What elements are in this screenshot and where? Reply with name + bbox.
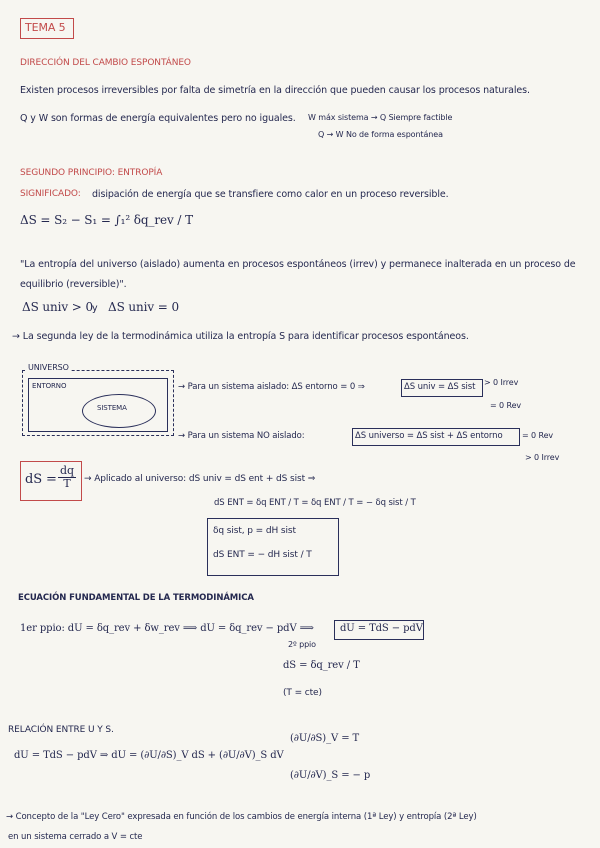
noaislado-irrev: > 0 Irrev	[525, 453, 560, 462]
paragraph-q-w: Q y W son formas de energía equivalentes pero no iguales.	[20, 113, 296, 124]
partial-u-v: (∂U/∂V)_S = − p	[290, 770, 371, 781]
first-law-eq: 1er ppio: dU = δq_rev + δw_rev ⟹ dU = δq_rev − pdV ⟹	[20, 623, 314, 634]
dh-box-line2: dS ENT = − dH sist / T	[213, 550, 312, 560]
equation-delta-s: ΔS = S₂ − S₁ = ∫₁² δq_rev / T	[20, 213, 193, 227]
quote-entropia: "La entropía del universo (aislado) aumenta en procesos espontáneos (irrev) y permanece inalterada en un proceso de equilibrio (reversible)".	[20, 259, 576, 290]
dh-box-line1: δq sist, p = dH sist	[213, 526, 296, 536]
ineq-y: y	[92, 303, 98, 314]
ds-denominator: T	[63, 477, 71, 491]
noaislado-rev: = 0 Rev	[522, 431, 554, 440]
section-title-ecuacion: ECUACIÓN FUNDAMENTAL DE LA TERMODINÁMICA	[18, 593, 254, 603]
note-q-to-w: Q → W No de forma espontánea	[318, 130, 443, 139]
significado-text: disipación de energía que se transfiere como calor en un proceso reversible.	[92, 189, 449, 200]
ds-fraction	[58, 465, 76, 490]
aislado-box-text: ΔS univ = ΔS sist	[404, 382, 476, 392]
second-ppio: 2º ppio	[288, 640, 316, 649]
ds-entorno-eq: dS ENT = δq ENT / T = δq ENT / T = − δq sist / T	[214, 498, 416, 508]
aplicado-universo: → Aplicado al universo: dS univ = dS ent + dS sist ⇒	[84, 474, 316, 484]
note-w-to-q: W máx sistema → Q Siempre factible	[308, 113, 453, 122]
relacion-eq: dU = TdS − pdV ⇒ dU = (∂U/∂S)_V dS + (∂U/∂V)_S dV	[14, 750, 284, 761]
section-title-direccion: DIRECCIÓN DEL CAMBIO ESPONTÁNEO	[20, 58, 191, 68]
entorno-label: ENTORNO	[32, 382, 67, 390]
significado-label: SIGNIFICADO:	[20, 189, 81, 199]
universo-label: UNIVERSO	[28, 363, 69, 372]
footer-line1: → Concepto de la "Ley Cero" expresada en función de los cambios de energía interna (1ª Ley) y entropía (2ª Ley)	[6, 812, 477, 822]
tema-label: TEMA 5	[25, 21, 66, 34]
ineq-univ-gt: ΔS univ > 0	[22, 300, 93, 314]
aislado-rev: = 0 Rev	[490, 401, 522, 410]
paragraph-segunda-ley: → La segunda ley de la termodinámica utiliza la entropía S para identificar procesos espontáneos.	[12, 331, 469, 342]
section-title-entropia: SEGUNDO PRINCIPIO: ENTROPÍA	[20, 168, 163, 178]
t-cte: (T = cte)	[283, 688, 322, 698]
sistema-label: SISTEMA	[97, 404, 127, 412]
ds-rev-eq: dS = δq_rev / T	[283, 660, 360, 671]
section-title-relacion: RELACIÓN ENTRE U Y S.	[8, 725, 114, 735]
footer-line2: en un sistema cerrado a V = cte	[8, 832, 143, 842]
noaislado-text: → Para un sistema NO aislado:	[178, 431, 305, 441]
partial-u-s: (∂U/∂S)_V = T	[290, 733, 360, 744]
ineq-univ-eq: ΔS univ = 0	[108, 300, 179, 314]
noaislado-box-text: ΔS universo = ΔS sist + ΔS entorno	[355, 431, 503, 441]
ds-lhs: dS =	[25, 472, 57, 487]
paragraph-irreversibles: Existen procesos irreversibles por falta de simetría en la dirección que pueden causar los procesos naturales.	[20, 85, 530, 96]
aislado-text: → Para un sistema aislado: ΔS entorno = 0 ⇒	[178, 382, 365, 392]
aislado-irrev: > 0 Irrev	[484, 378, 519, 387]
ds-numerator: dq	[60, 464, 75, 477]
fundamental-eq: dU = TdS − pdV	[340, 623, 423, 634]
